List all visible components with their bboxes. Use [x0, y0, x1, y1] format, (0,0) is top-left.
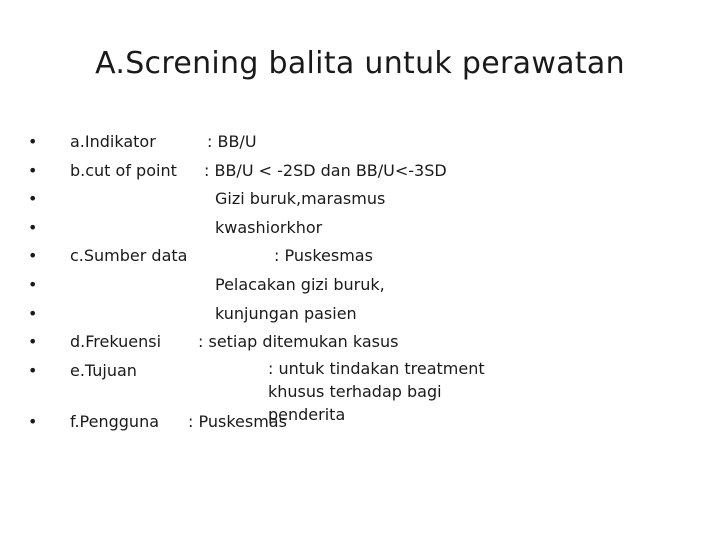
item-label: f.Pengguna [70, 411, 160, 431]
bullet-icon: • [28, 217, 38, 237]
item-value: : BB/U [207, 132, 257, 151]
bullet-icon: • [28, 274, 38, 294]
bullet-icon: • [28, 360, 38, 380]
bullet-icon: • [28, 189, 38, 209]
item-value: : Puskesmas [188, 411, 287, 431]
list-item [28, 328, 708, 357]
item-value: : setiap ditemukan kasus [198, 332, 399, 352]
list-item [28, 157, 708, 186]
bullet-icon: • [28, 132, 38, 151]
item-value: Pelacakan gizi buruk, [215, 274, 385, 294]
item-value: : Puskesmas [274, 246, 373, 266]
item-value: Gizi buruk,marasmus [215, 189, 386, 209]
bullet-icon: • [28, 411, 38, 431]
item-value: : BB/U < -2SD dan BB/U<-3SD [204, 160, 447, 180]
list-item [28, 185, 708, 214]
bullet-icon: • [28, 332, 38, 352]
item-label: c.Sumber data [70, 246, 188, 266]
item-label: b.cut of point [70, 160, 177, 180]
bullet-icon: • [28, 303, 38, 323]
item-label: d.Frekuensi [70, 332, 162, 352]
item-value: : untuk tindakan treatment khusus terhadap bagi penderita [268, 358, 485, 424]
list-item [28, 214, 708, 243]
item-value: kunjungan pasien [215, 303, 357, 323]
list-item [28, 408, 708, 437]
bullet-icon: • [28, 246, 38, 266]
item-label: a.Indikator [70, 132, 156, 151]
bullet-icon: • [28, 160, 38, 180]
list-item [28, 128, 708, 157]
bullet-list [28, 128, 708, 436]
slide-title: A.Screning balita untuk perawatan [95, 46, 625, 81]
list-item [28, 300, 708, 329]
list-item [28, 271, 708, 300]
list-item [28, 242, 708, 271]
item-value: kwashiorkhor [215, 217, 323, 237]
item-label: e.Tujuan [70, 360, 137, 380]
